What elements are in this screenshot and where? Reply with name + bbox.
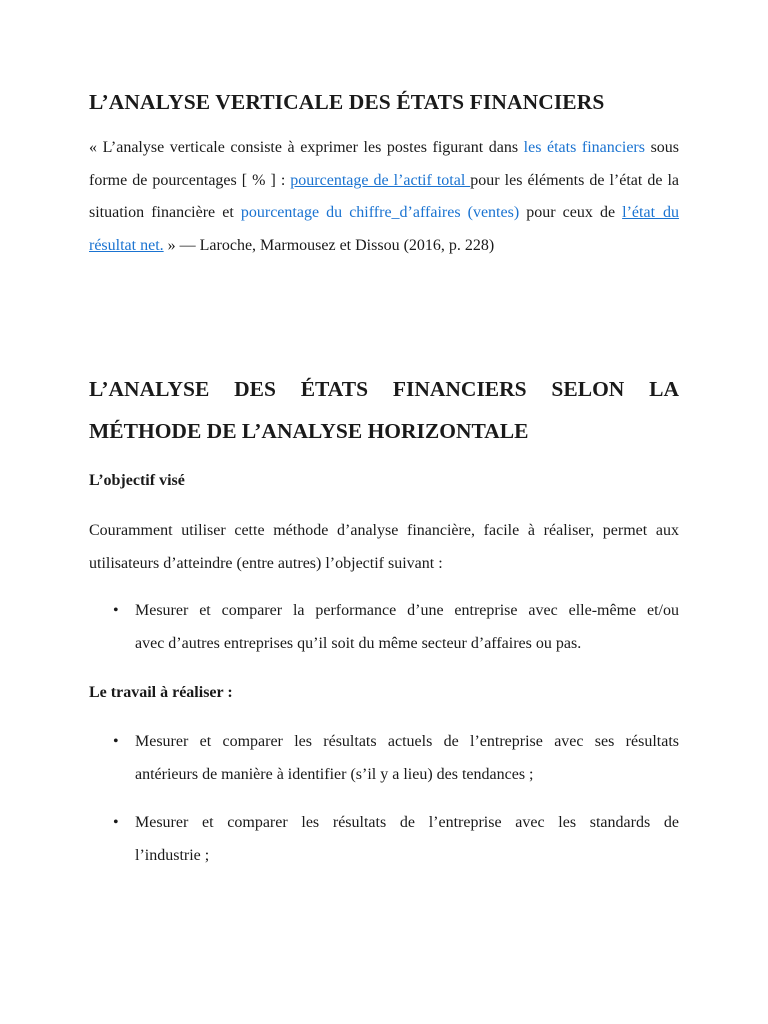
bullet-line-2: avec d’autres entreprises qu’il soit du même secteur d’affaires ou pas. xyxy=(135,634,582,652)
bullet-line-2: antérieurs de manière à identifier (s’il y a lieu) des tendances ; xyxy=(135,765,534,783)
bullet-icon: • xyxy=(113,602,119,619)
bullet-icon: • xyxy=(113,814,119,831)
bullet-icon: • xyxy=(113,733,119,750)
intro-line-1: Couramment utiliser cette méthode d’analyse financière, facile à réaliser, permet aux xyxy=(89,522,679,539)
quote-text-1: « L’analyse verticale consiste à exprimer les postes figurant dans xyxy=(89,139,524,156)
bullet-line-1: Mesurer et comparer les résultats actuels de l’entreprise avec ses résultats xyxy=(135,733,679,750)
section-title-line-1: L’ANALYSE DES ÉTATS FINANCIERS SELON LA xyxy=(89,377,679,401)
section-title-vertical-analysis: L’ANALYSE VERTICALE DES ÉTATS FINANCIERS xyxy=(89,90,605,114)
work-heading: Le travail à réaliser : xyxy=(89,684,233,701)
section-title-horizontal-analysis xyxy=(89,368,679,452)
link-pourcentage-chiffre-affaires[interactable]: pourcentage du chiffre_d’affaires (ventes) xyxy=(240,204,520,221)
quote-text-3: pour les éléments de l’état de la situation financière et xyxy=(89,171,680,221)
quote-text-4: pour ceux de xyxy=(519,204,623,221)
quote-text-2: sous forme de pourcentages [ % ] : xyxy=(89,139,680,189)
bullet-line-1: Mesurer et comparer la performance d’une entreprise avec elle-même et/ou xyxy=(135,602,679,619)
intro-line-2: utilisateurs d’atteindre (entre autres) l’objectif suivant : xyxy=(89,554,443,572)
list-item xyxy=(89,807,679,872)
section-title-line-2: MÉTHODE DE L’ANALYSE HORIZONTALE xyxy=(89,419,529,443)
bullet-line-1: Mesurer et comparer les résultats de l’entreprise avec les standards de xyxy=(135,814,679,831)
intro-paragraph xyxy=(89,515,679,580)
work-bullet-list-1 xyxy=(89,726,679,791)
link-pourcentage-actif-total[interactable]: pourcentage de l’actif total xyxy=(290,171,471,189)
list-item xyxy=(89,595,679,660)
quote-paragraph xyxy=(89,132,679,262)
list-item xyxy=(89,726,679,791)
bullet-line-2: l’industrie ; xyxy=(135,846,210,864)
objective-bullet-list xyxy=(89,595,679,660)
link-etats-financiers[interactable]: les états financiers xyxy=(523,139,645,156)
link-etat-resultat-net[interactable]: l’état_du résultat net. xyxy=(89,204,680,254)
quote-text-5: » — Laroche, Marmousez et Dissou (2016, p. 228) xyxy=(163,236,495,254)
work-bullet-list-2 xyxy=(89,807,679,872)
objective-heading: L’objectif visé xyxy=(89,472,185,489)
